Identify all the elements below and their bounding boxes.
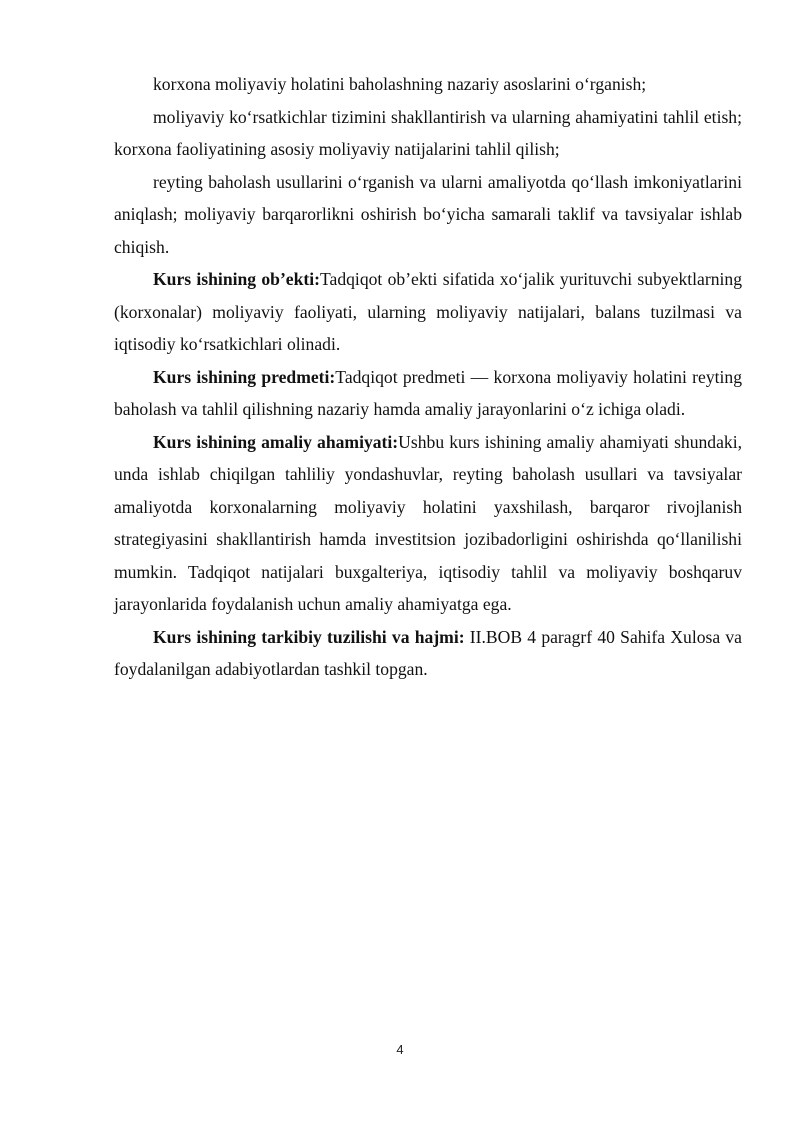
paragraph-text: Ushbu kurs ishining amaliy ahamiyati shundaki, unda ishlab chiqilgan tahliliy yondashuvlar, reyting baholash usullari va tavsiyalar amaliyotda korxonalarning moliyaviy holatini yaxshilash, barqaror rivojlanish strategiyasini shakllantirish hamda investitsion jozibadorligini oshirishda qo‘llanilishi mumkin. Tadqiqot natijalari buxgalteriya, iqtisodiy tahlil va moliyaviy boshqaruv jarayonlarida foydalanish uchun amaliy ahamiyatga ega. — [114, 431, 742, 614]
document-body — [114, 68, 742, 686]
paragraph-text: korxona moliyaviy holatini baholashning nazariy asoslarini o‘rganish; — [153, 74, 647, 94]
paragraph-lead: Kurs ishining tarkibiy tuzilishi va hajmi: — [153, 626, 465, 647]
paragraph-text: moliyaviy ko‘rsatkichlar tizimini shakllantirish va ularning ahamiyatini tahlil etish; korxona faoliyatining asosiy moliyaviy natijalarini tahlil qilish; — [114, 106, 742, 159]
paragraph-lead: Kurs ishining ob’ekti: — [153, 269, 321, 289]
paragraph-lead: Kurs ishining amaliy ahamiyati: — [153, 431, 399, 452]
paragraph-practical-significance — [114, 426, 742, 621]
paragraph-goal-1 — [114, 68, 742, 101]
paragraph-text: II.BOB 4 paragrf 40 Sahifa Xulosa va foydalanilgan adabiyotlardan tashkil topgan. — [114, 626, 742, 679]
paragraph-text: Tadqiqot ob’ekti sifatida xo‘jalik yurituvchi subyektlarning (korxonalar) moliyaviy faoliyati, ularning moliyaviy natijalari, balans tuzilmasi va iqtisodiy ko‘rsatkichlari olinadi. — [114, 269, 742, 354]
paragraph-structure-volume — [114, 621, 742, 686]
paragraph-text: Tadqiqot predmeti — korxona moliyaviy holatini reyting baholash va tahlil qilishning nazariy hamda amaliy jarayonlarini o‘z ichiga oladi. — [114, 366, 742, 419]
paragraph-lead: Kurs ishining predmeti: — [153, 366, 336, 387]
page-number: 4 — [396, 1042, 404, 1057]
paragraph-goal-3 — [114, 166, 742, 264]
paragraph-text: reyting baholash usullarini o‘rganish va ularni amaliyotda qo‘llash imkoniyatlarini aniqlash; moliyaviy barqarorlikni oshirish bo‘yicha samarali taklif va tavsiyalar ishlab chiqish. — [114, 171, 742, 257]
paragraph-research-subject — [114, 361, 742, 426]
paragraph-research-object — [114, 263, 742, 361]
paragraph-goal-2 — [114, 101, 742, 166]
